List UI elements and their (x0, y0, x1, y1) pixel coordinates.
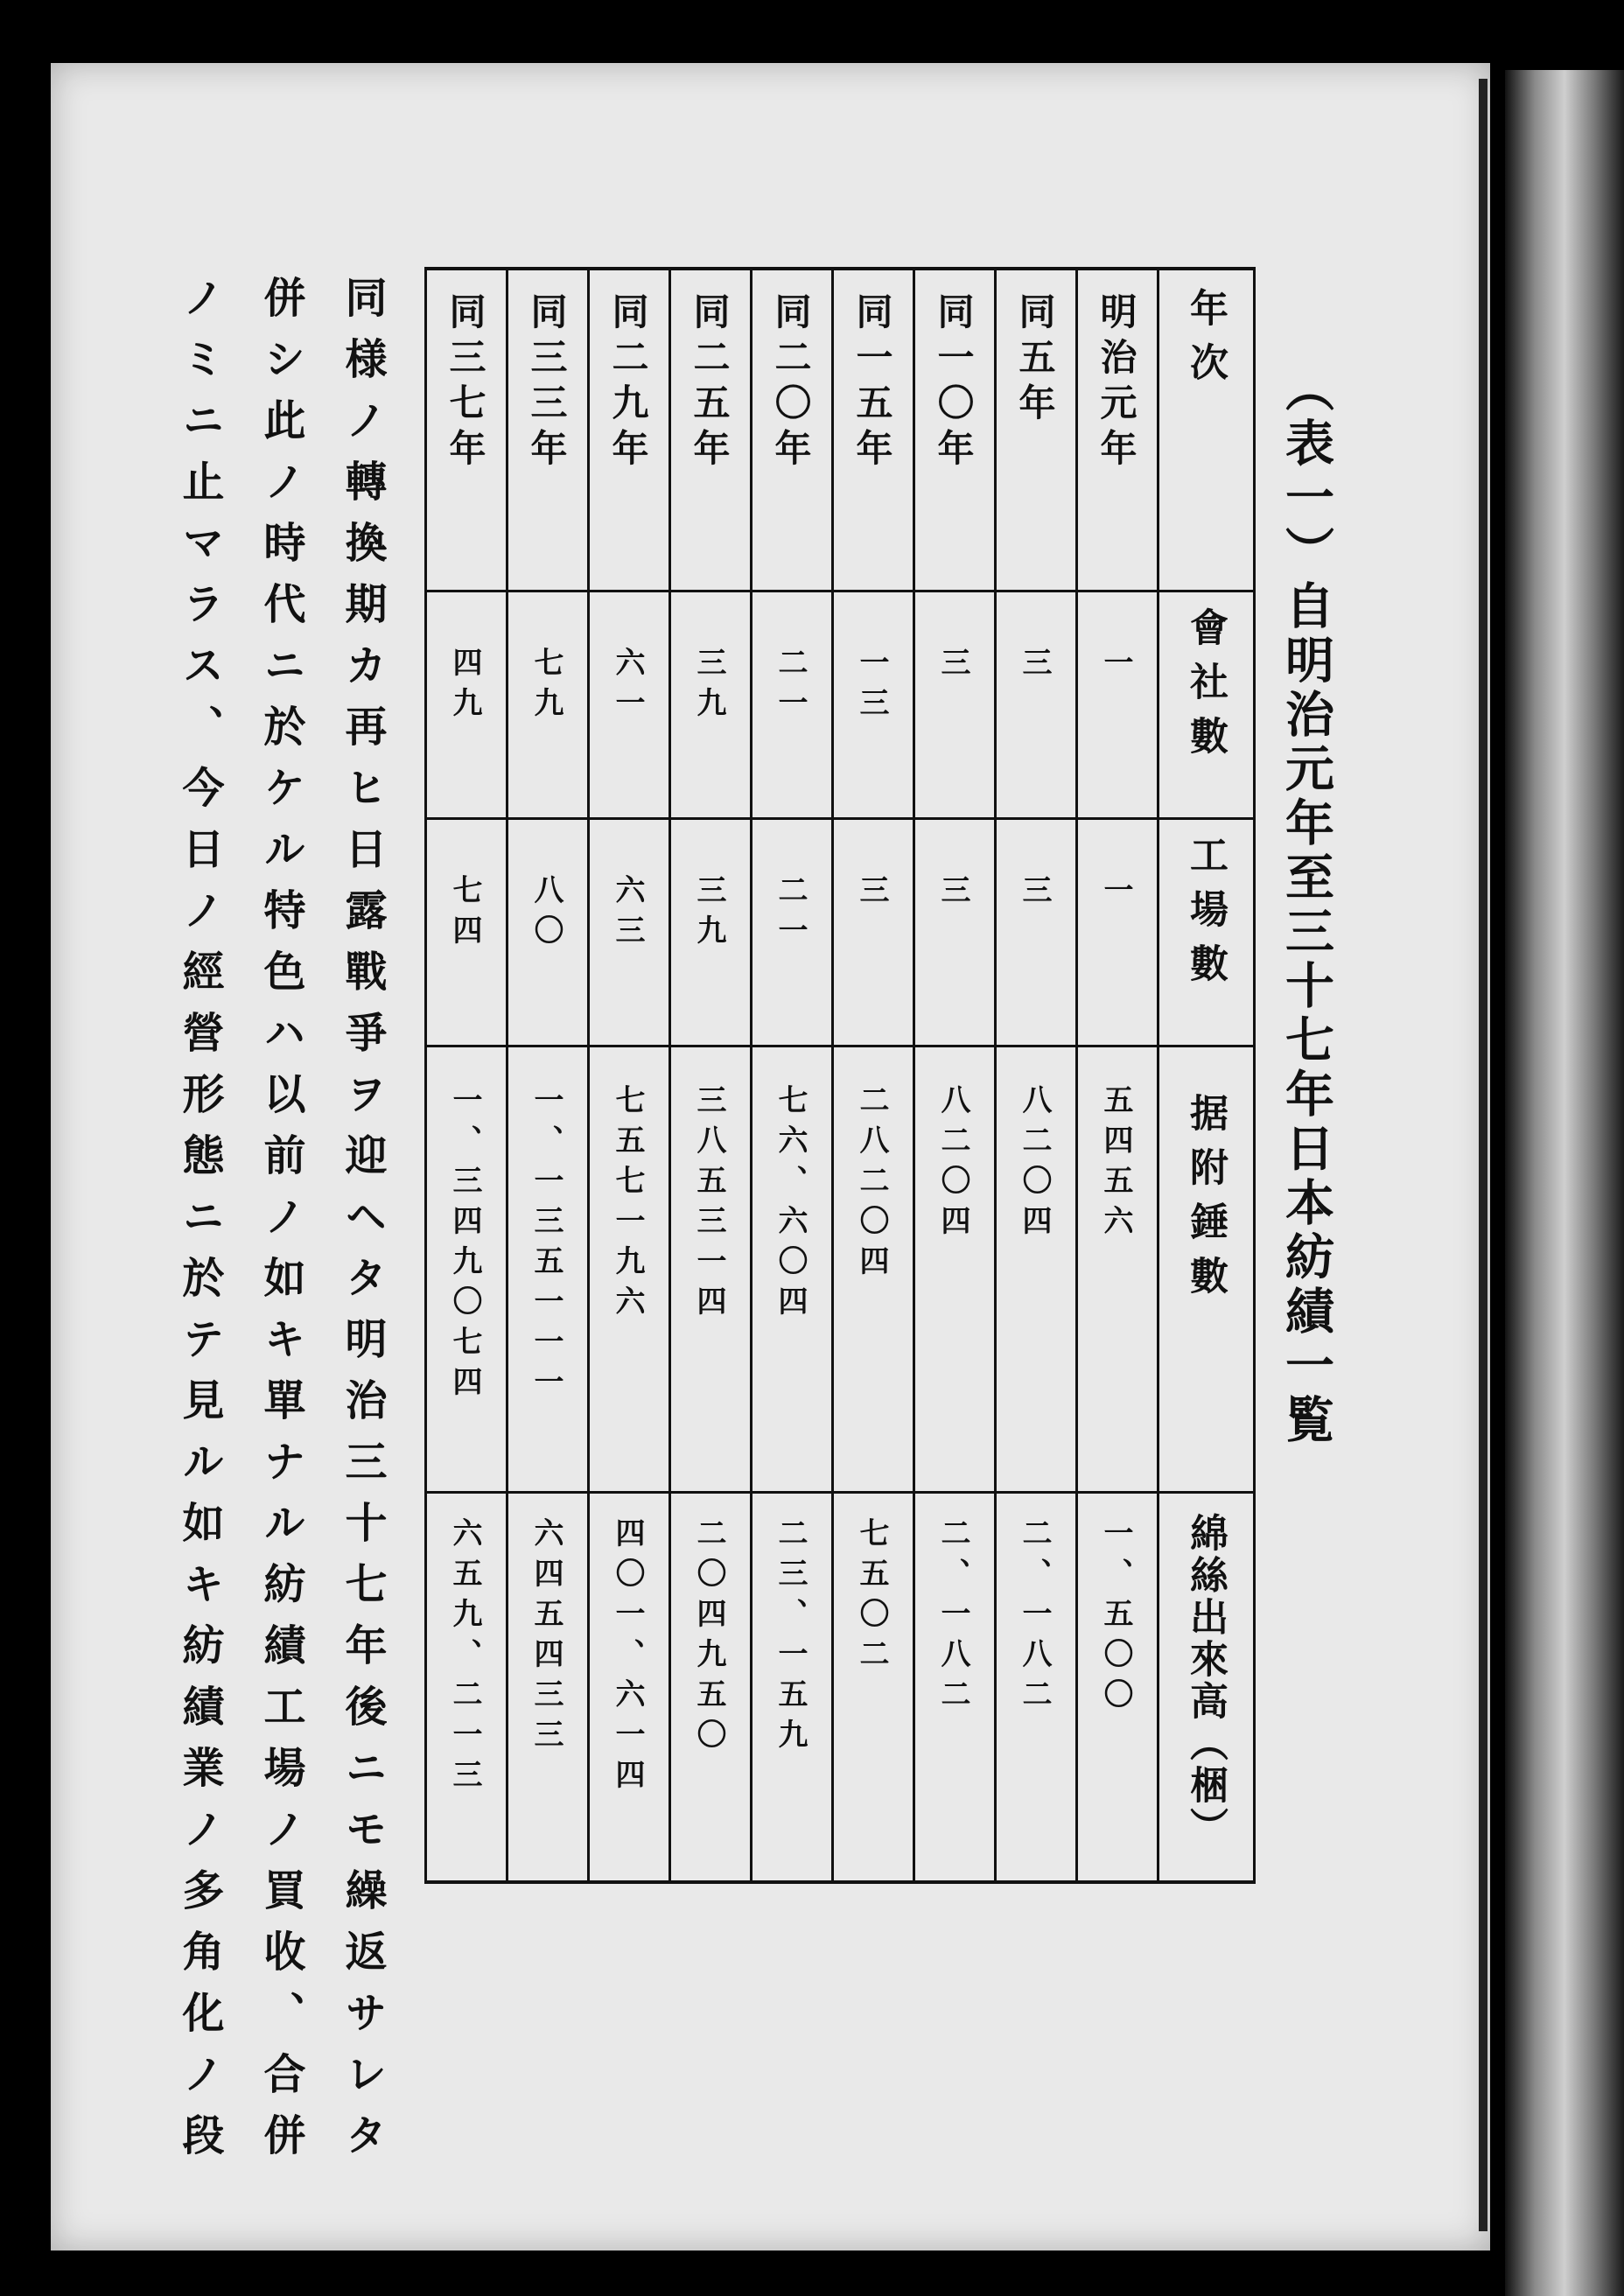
cell-output: 六四五四三三 (528, 1517, 564, 1759)
row-separator (424, 817, 1256, 820)
cell-year: 同三七年 (444, 292, 487, 474)
cell-output: 六五九、二一三 (447, 1517, 482, 1799)
cell-factories: 三 (935, 874, 970, 914)
cotton-spinning-table (424, 267, 1256, 1884)
cell-factories: 三九 (691, 874, 726, 955)
column-line (1253, 270, 1256, 1880)
cell-output: 二〇四九五〇 (691, 1517, 726, 1759)
cell-spindles: 八二〇四 (1017, 1084, 1052, 1245)
cell-output: 一、五〇〇 (1098, 1517, 1133, 1718)
header-spindles: 据附錘數 (1183, 1093, 1228, 1310)
cell-factories: 三 (854, 874, 889, 914)
header-factories: 工場數 (1183, 835, 1228, 998)
cell-year: 明治元年 (1095, 292, 1138, 474)
cell-output: 二、一八二 (935, 1517, 970, 1718)
body-text-line: 同様ノ轉換期カ再ヒ日露戰爭ヲ迎ヘタ明治三十七年後ニモ繰返サレタ (338, 276, 387, 2174)
body-text-line: 併シ此ノ時代ニ於ケル特色ハ以前ノ如キ單ナル紡績工場ノ買收、合併 (256, 276, 305, 2174)
page-edge-strip (1505, 70, 1624, 2296)
cell-spindles: 五四五六 (1098, 1084, 1133, 1245)
cell-spindles: 一、一三五一一一 (528, 1084, 564, 1406)
table-title: （表一）自明治元年至三十七年日本紡績一覧 (1278, 363, 1335, 1448)
cell-factories: 三 (1017, 874, 1052, 914)
cell-spindles: 二八二〇四 (854, 1084, 889, 1285)
cell-companies: 一 (1098, 647, 1133, 687)
cell-output: 二、一八二 (1017, 1517, 1052, 1718)
cell-output: 二三、一五九 (773, 1517, 808, 1759)
cell-factories: 六三 (610, 874, 645, 955)
cell-companies: 三九 (691, 647, 726, 727)
cell-factories: 八〇 (528, 874, 564, 955)
cell-year: 同一五年 (850, 292, 894, 474)
cell-year: 同二九年 (606, 292, 650, 474)
header-year: 年次 (1183, 288, 1228, 396)
cell-spindles: 一、三四九〇七四 (447, 1084, 482, 1406)
cell-spindles: 七五七一九六 (610, 1084, 645, 1326)
cell-output: 四〇一、六一四 (610, 1517, 645, 1799)
cell-spindles: 八二〇四 (935, 1084, 970, 1245)
page-gutter (1479, 79, 1488, 2231)
cell-companies: 七九 (528, 647, 564, 727)
row-separator (424, 1491, 1256, 1494)
body-text-line: ノミニ止マラス、今日ノ經營形態ニ於テ見ル如キ紡績業ノ多角化ノ段 (175, 276, 224, 2174)
cell-year: 同五年 (1013, 292, 1057, 429)
cell-year: 同三三年 (525, 292, 569, 474)
cell-companies: 二一 (773, 647, 808, 727)
cell-output: 七五〇二 (854, 1517, 889, 1678)
row-separator (424, 590, 1256, 592)
cell-year: 同二〇年 (769, 292, 813, 474)
cell-factories: 一 (1098, 874, 1133, 914)
cell-year: 同一〇年 (932, 292, 976, 474)
row-separator (424, 1045, 1256, 1047)
cell-companies: 一三 (854, 647, 889, 727)
header-companies: 會社數 (1183, 607, 1228, 770)
cell-spindles: 三八五三一四 (691, 1084, 726, 1326)
cell-spindles: 七六、六〇四 (773, 1084, 808, 1326)
cell-companies: 三 (1017, 647, 1052, 687)
cell-year: 同二五年 (688, 292, 732, 474)
cell-factories: 七四 (447, 874, 482, 955)
cell-factories: 二一 (773, 874, 808, 955)
cell-companies: 三 (935, 647, 970, 687)
cell-companies: 六一 (610, 647, 645, 727)
header-output: 綿絲出來高（梱） (1183, 1513, 1228, 1849)
cell-companies: 四九 (447, 647, 482, 727)
